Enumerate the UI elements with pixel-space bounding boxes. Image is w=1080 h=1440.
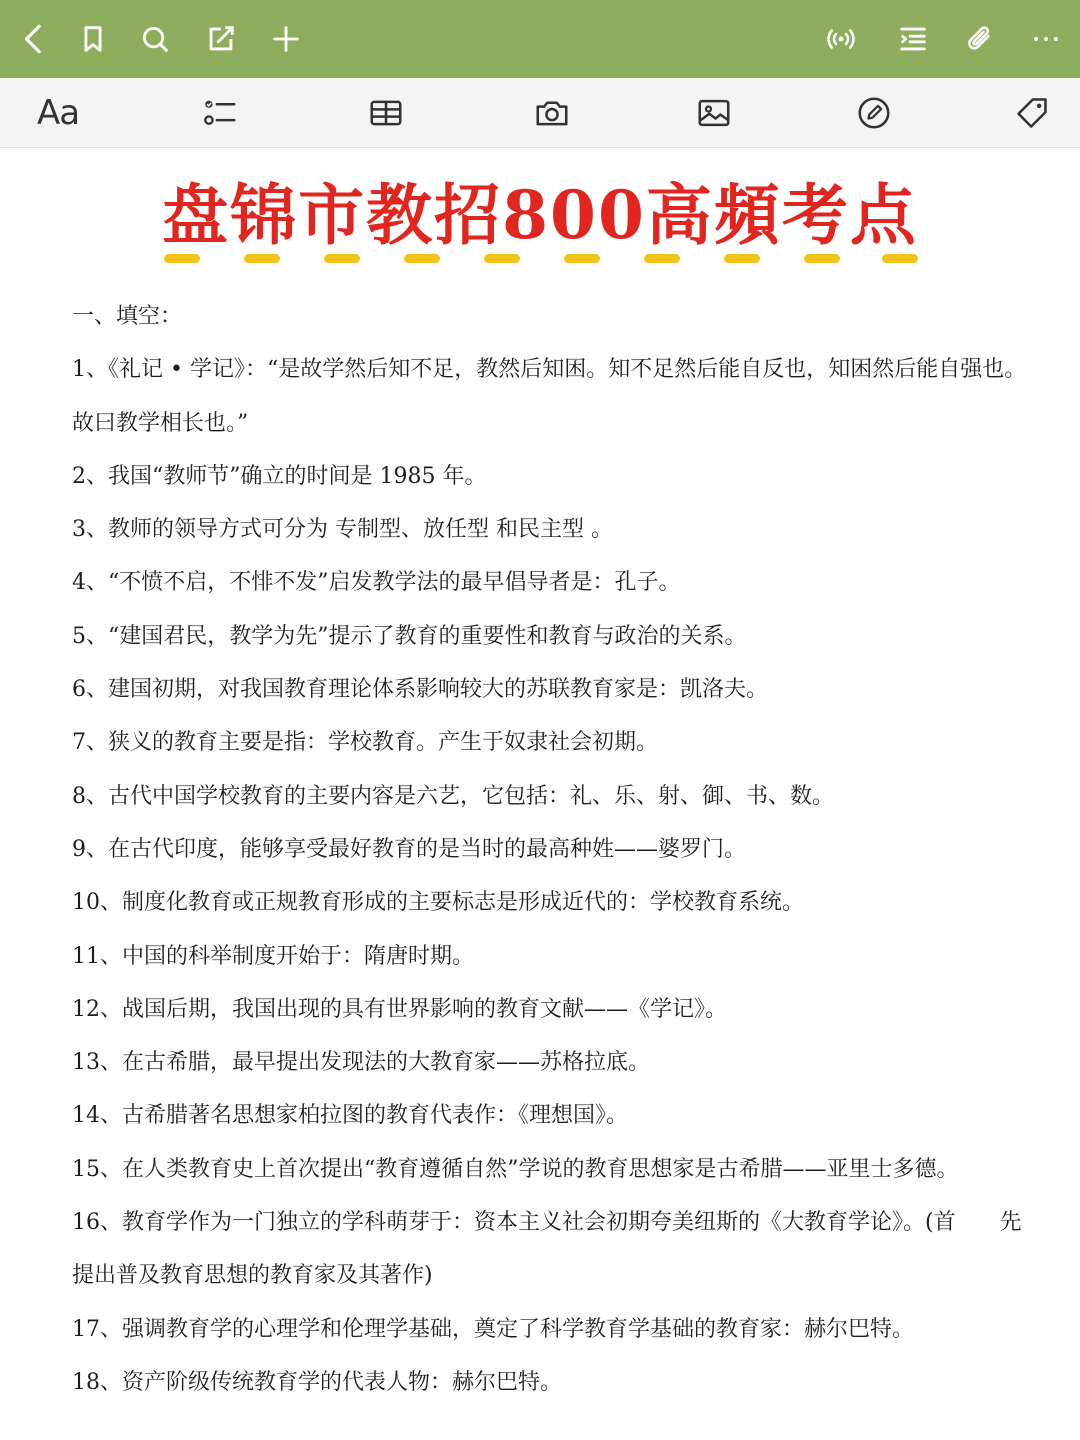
list-item: 18、资产阶级传统教育学的代表人物：赫尔巴特。 <box>72 1369 562 1395</box>
edit-icon[interactable] <box>196 14 246 64</box>
section-heading: 一、填空： <box>72 304 183 329</box>
list-item: 14、古希腊著名思想家柏拉图的教育代表作：《理想国》。 <box>72 1103 628 1129</box>
underline-dash <box>324 254 360 263</box>
underline-dash <box>244 254 280 263</box>
list-item: 4、“不愤不启，不悱不发”启发教学法的最早倡导者是：孔子。 <box>72 570 681 596</box>
title-area <box>0 170 1080 260</box>
list-item: 1、《礼记 • 学记》：“是故学然后知不足，教然后知困。知不足然后能自反也，知困然后能自强也。 <box>72 357 1027 383</box>
underline-dash <box>164 254 200 263</box>
title-underline-decoration <box>164 254 924 264</box>
camera-icon[interactable] <box>528 90 576 136</box>
page-title: 盘锦市教招800高頻考点 <box>162 176 918 254</box>
list-item: 15、在人类教育史上首次提出“教育遵循自然”学说的教育思想家是古希腊——亚里士多德。 <box>72 1156 959 1182</box>
outline-icon[interactable] <box>888 14 938 64</box>
image-icon[interactable] <box>690 90 738 136</box>
list-item: 3、教师的领导方式可分为 专制型、放任型 和民主型 。 <box>72 517 613 543</box>
underline-dash <box>724 254 760 263</box>
format-toolbar <box>0 78 1080 148</box>
list-item: 2、我国“教师节”确立的时间是 1985 年。 <box>72 463 487 489</box>
underline-dash <box>804 254 840 263</box>
table-icon[interactable] <box>362 90 410 136</box>
list-item: 12、战国后期，我国出现的具有世界影响的教育文献——《学记》。 <box>72 996 727 1022</box>
list-item: 16、教育学作为一门独立的学科萌芽于：资本主义社会初期夸美纽斯的《大教育学论》。(首 先 <box>72 1210 1022 1236</box>
font-format-label: Aa <box>36 93 80 133</box>
add-icon[interactable] <box>261 14 311 64</box>
back-icon[interactable] <box>10 14 60 64</box>
underline-dash <box>404 254 440 263</box>
list-item-continuation: 故曰教学相长也。” <box>72 410 249 436</box>
checklist-icon[interactable] <box>196 90 244 136</box>
list-item: 6、建国初期，对我国教育理论体系影响较大的苏联教育家是：凯洛夫。 <box>72 677 768 703</box>
list-item: 10、制度化教育或正规教育形成的主要标志是形成近代的：学校教育系统。 <box>72 890 804 916</box>
attach-icon[interactable] <box>955 14 1005 64</box>
bookmark-icon[interactable] <box>68 14 118 64</box>
list-item: 17、强调教育学的心理学和伦理学基础，奠定了科学教育学基础的教育家：赫尔巴特。 <box>72 1316 914 1342</box>
more-icon[interactable] <box>1021 14 1071 64</box>
underline-dash <box>644 254 680 263</box>
list-item: 11、中国的科举制度开始于：隋唐时期。 <box>72 943 474 969</box>
search-icon[interactable] <box>130 14 180 64</box>
list-item: 5、“建国君民，教学为先”提示了教育的重要性和教育与政治的关系。 <box>72 623 747 649</box>
underline-dash <box>484 254 520 263</box>
pen-icon[interactable] <box>850 90 898 136</box>
list-item: 7、狭义的教育主要是指：学校教育。产生于奴隶社会初期。 <box>72 730 658 756</box>
underline-dash <box>882 254 918 263</box>
tag-icon[interactable] <box>1008 90 1056 136</box>
note-body[interactable] <box>72 290 1032 1409</box>
font-format-button[interactable] <box>30 90 86 136</box>
list-item: 9、在古代印度，能够享受最好教育的是当时的最高种姓——婆罗门。 <box>72 836 746 862</box>
broadcast-icon[interactable] <box>816 14 866 64</box>
top-nav-bar <box>0 0 1080 78</box>
list-item: 13、在古希腊，最早提出发现法的大教育家——苏格拉底。 <box>72 1050 650 1076</box>
list-item: 8、古代中国学校教育的主要内容是六艺，它包括：礼、乐、射、御、书、数。 <box>72 783 834 809</box>
list-item-continuation: 提出普及教育思想的教育家及其著作) <box>72 1263 433 1289</box>
underline-dash <box>564 254 600 263</box>
